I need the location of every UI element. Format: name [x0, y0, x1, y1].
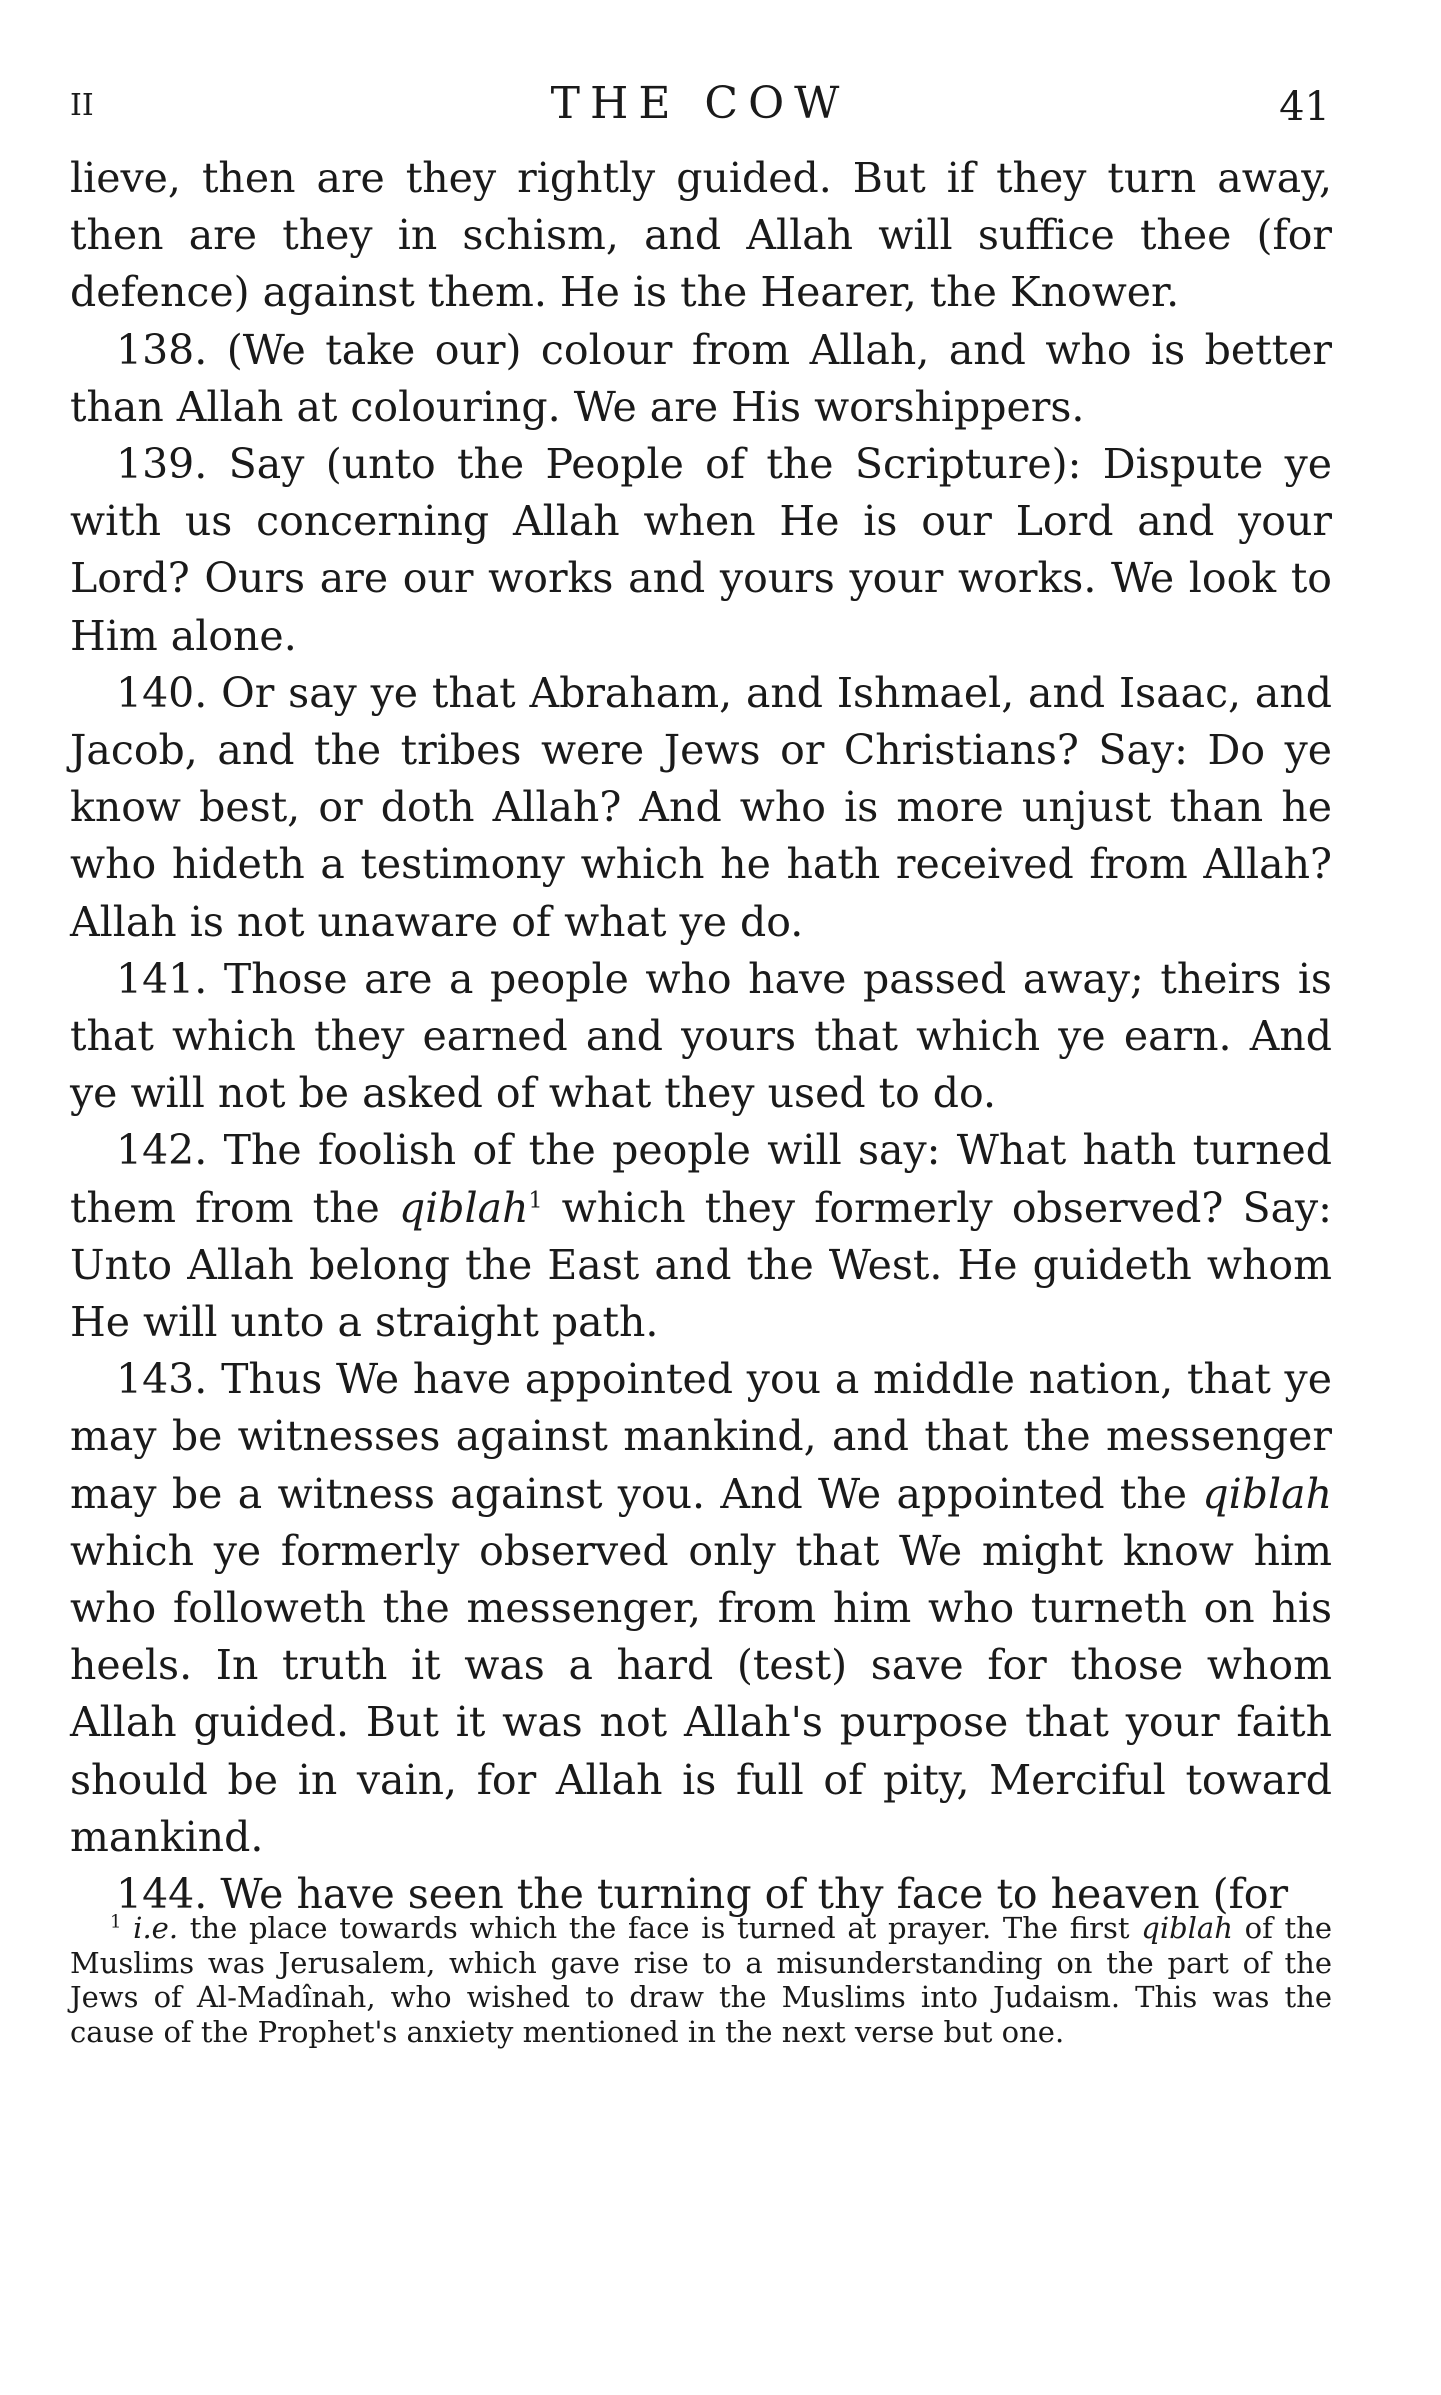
footnotes — [70, 1911, 1332, 2049]
verse-number: 141. — [116, 954, 208, 1003]
verse-paragraph — [70, 322, 1332, 436]
verse-paragraph — [70, 951, 1332, 1123]
text-run: Thus We have appointed you a middle nation, that ye may be witnesses against mankind, and that the messenger may be a witness against you. And We appointed the — [70, 1355, 1332, 1518]
verse-number: 142. — [116, 1126, 208, 1175]
text-run: The foolish of the people will say: What hath turned them from the — [70, 1126, 1332, 1232]
italic-term: i.e. — [133, 1911, 179, 1945]
footnote-marker: 1 — [528, 1188, 543, 1213]
text-run: which they formerly observed? Say: Unto Allah belong the East and the West. He guideth whom He will unto a straight path. — [70, 1183, 1332, 1347]
verse-paragraph — [70, 436, 1332, 665]
text-run: of the Muslims was Jerusalem, which gave rise to a misunderstanding on the part of the Jews of Al-Madînah, who wished to draw the Muslims into Judaism. This was the cause of the Prophet's anxiety mentioned in the next verse but one. — [70, 1911, 1333, 2049]
running-title: THE COW — [550, 78, 850, 129]
text-run: the place towards which the face is turned at prayer. The first — [178, 1911, 1142, 1945]
verse-paragraph — [70, 665, 1332, 951]
text-run: Those are a people who have passed away; theirs is that which they earned and yours that which ye earn. And ye will not be asked of what they used to do. — [70, 954, 1332, 1118]
running-header — [70, 78, 1330, 138]
italic-term: qiblah — [1202, 1469, 1332, 1518]
main-text — [70, 150, 1332, 1923]
text-run: which ye formerly observed only that We might know him who followeth the messenger, from him who turneth on his heels. In truth it was a hard (test) save for those whom Allah guided. But it was not Allah's purpose that your faith should be in vain, for Allah is full of pity, Merciful toward mankind. — [70, 1526, 1332, 1861]
section-number: II — [70, 88, 94, 123]
text-run: (We take our) colour from Allah, and who is better than Allah at colouring. We are His worshippers. — [70, 325, 1332, 431]
verse-number: 139. — [116, 440, 208, 489]
page-number: 41 — [1279, 84, 1330, 130]
italic-term: qiblah — [398, 1183, 529, 1232]
verse-number: 138. — [116, 325, 208, 374]
text-run: We have seen the turning of thy face to heaven (for — [220, 1870, 1289, 1919]
text-run: Or say ye that Abraham, and Ishmael, and Isaac, and Jacob, and the tribes were Jews or Christians? Say: Do ye know best, or doth Allah? And who is more unjust than he who hideth a testimony which he hath received from Allah? Allah is not unaware of what ye do. — [70, 668, 1332, 946]
text-run: lieve, then are they rightly guided. But if they turn away, then are they in schism, and Allah will suffice thee (for defence) against them. He is the Hearer, the Knower. — [70, 154, 1332, 317]
italic-term: qiblah — [1141, 1911, 1233, 1945]
verse-paragraph — [70, 1351, 1332, 1866]
footnote — [70, 1911, 1332, 2049]
verse-number: 143. — [116, 1355, 208, 1404]
verse-paragraph — [70, 1122, 1332, 1351]
verse-number: 144. — [116, 1870, 208, 1919]
continuation-paragraph — [70, 150, 1332, 322]
footnote-number: 1 — [110, 1911, 122, 1933]
text-run: Say (unto the People of the Scripture): Dispute ye with us concerning Allah when He is our Lord and your Lord? Ours are our works and yours your works. We look to Him alone. — [70, 440, 1332, 660]
verse-number: 140. — [116, 668, 208, 717]
